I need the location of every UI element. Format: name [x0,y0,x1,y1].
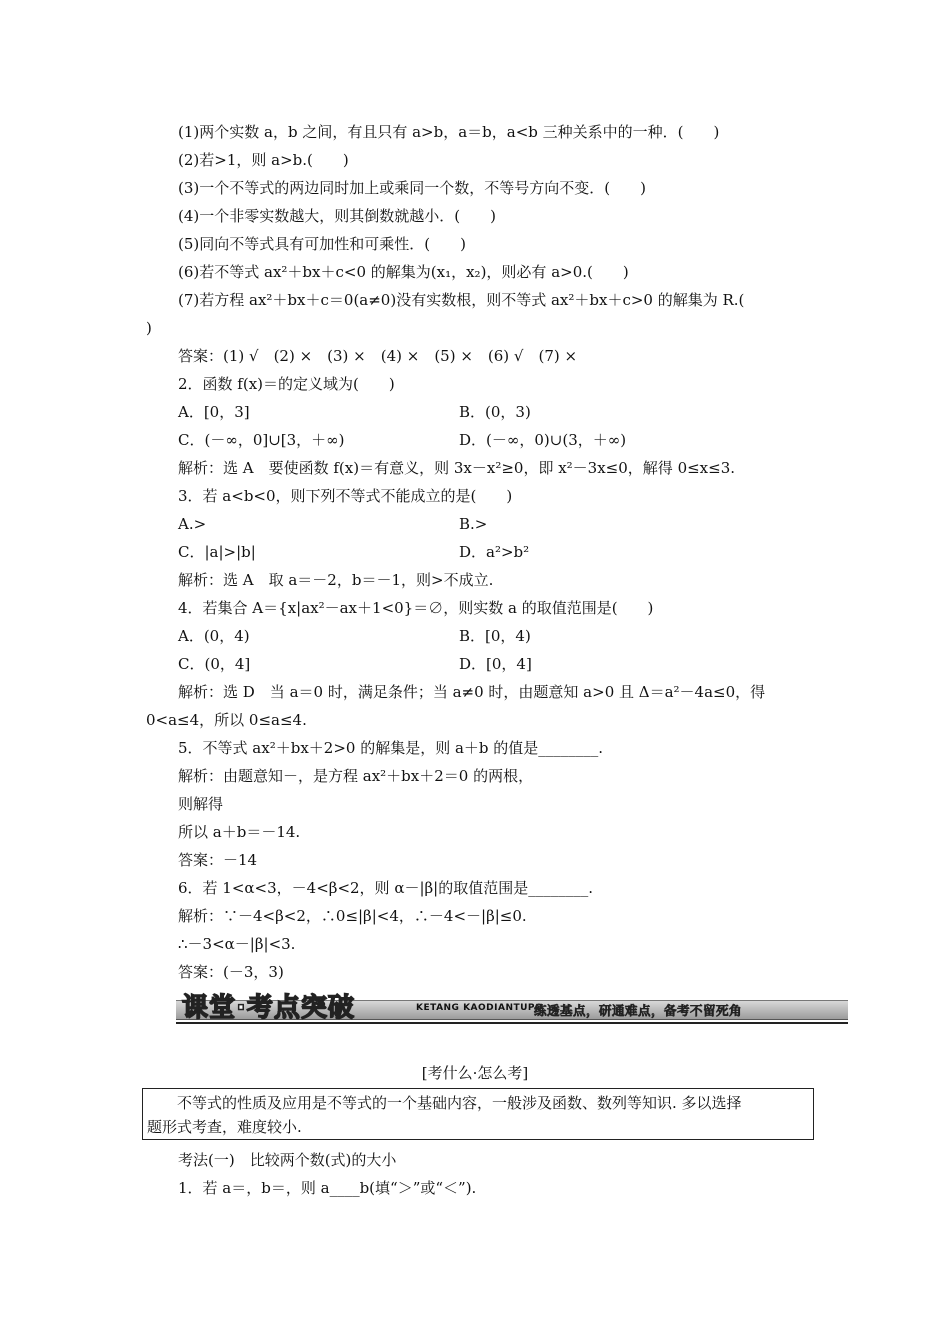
q4-solution: 解析：选 D 当 a＝0 时，满足条件；当 a≠0 时，由题意知 a>0 且 Δ＝a²－4a≤0，得 [178,683,766,701]
q2-option-c: C．(－∞，0]∪[3，＋∞) [178,431,345,449]
summary-line-2: 题形式考查，难度较小. [147,1118,302,1136]
q4-option-c: C．(0，4] [178,655,251,673]
q1-item-2: (2)若>1，则 a>b.( ) [178,151,349,169]
answer-q1: 答案：(1) √ (2) × (3) × (4) × (5) × (6) √ (7) × [178,347,578,365]
q5-answer: 答案：－14 [178,851,258,869]
q5-solution-1: 解析：由题意知－，是方程 ax²＋bx＋2＝0 的两根， [178,767,534,785]
q3-option-c: C．|a|>|b| [178,543,256,561]
q6-solution-1: 解析：∵－4<β<2，∴0≤|β|<4，∴－4<－|β|≤0. [178,907,527,925]
q4-option-a: A．(0，4) [178,627,250,645]
q3-solution: 解析：选 A 取 a＝－2，b＝－1，则>不成立. [178,571,494,589]
q1-item-6: (6)若不等式 ax²＋bx＋c<0 的解集为(x₁，x₂)，则必有 a>0.( ) [178,263,629,281]
q1-item-4: (4)一个非零实数越大，则其倒数就越小．( ) [178,207,496,225]
q2-option-b: B．(0，3) [459,403,531,421]
banner-title: 课堂·考点突破 [182,993,355,1023]
section-heading: [考什么·怎么考] [421,1064,529,1082]
q1-item-3: (3)一个不等式的两边同时加上或乘同一个数，不等号方向不变．( ) [178,179,646,197]
question-4: 4．若集合 A＝{x|ax²－ax＋1<0}＝∅，则实数 a 的取值范围是( ) [178,599,654,617]
q2-solution: 解析：选 A 要使函数 f(x)＝有意义，则 3x－x²≥0，即 x²－3x≤0，解得 0≤x≤3. [178,459,736,477]
q2-option-a: A．[0，3] [178,403,250,421]
question-2: 2．函数 f(x)＝的定义域为( ) [178,375,395,393]
q6-answer: 答案：(－3，3) [178,963,284,981]
q6-solution-2: ∴－3<α－|β|<3. [178,935,296,953]
question-3: 3．若 a<b<0，则下列不等式不能成立的是( ) [178,487,513,505]
q1-item-1: (1)两个实数 a，b 之间，有且只有 a>b，a＝b，a<b 三种关系中的一种．( ) [178,123,720,141]
banner-pinyin: KETANG KAODIANTUPO [416,1003,544,1013]
banner-slogan: 练透基点，研通难点，备考不留死角 [534,1003,743,1018]
q5-solution-2: 则解得 [178,795,224,813]
q4-option-b: B．[0，4) [459,627,531,645]
question-6: 6．若 1<α<3，－4<β<2，则 α－|β|的取值范围是________. [178,879,594,897]
q4-option-d: D．[0，4] [459,655,532,673]
q1-item-7-tail: ) [146,319,152,337]
q2-option-d: D．(－∞，0)∪(3，＋∞) [459,431,627,449]
summary-box [142,1088,814,1140]
q3-option-b: B.> [459,515,488,533]
method-question-1: 1．若 a＝，b＝，则 a____b(填“＞”或“＜”). [178,1179,477,1197]
q4-solution-cont: 0<a≤4，所以 0≤a≤4. [146,711,307,729]
method-heading: 考法(一) 比较两个数(式)的大小 [178,1151,397,1169]
q1-item-5: (5)同向不等式具有可加性和可乘性．( ) [178,235,466,253]
question-5: 5．不等式 ax²＋bx＋2>0 的解集是，则 a＋b 的值是________. [178,739,604,757]
summary-line-1: 不等式的性质及应用是不等式的一个基础内容，一般涉及函数、数列等知识. 多以选择 [177,1094,742,1112]
q3-option-a: A.> [178,515,207,533]
q5-solution-3: 所以 a＋b＝－14. [178,823,301,841]
q3-option-d: D．a²>b² [459,543,530,561]
section-banner [176,994,848,1024]
q1-item-7: (7)若方程 ax²＋bx＋c＝0(a≠0)没有实数根，则不等式 ax²＋bx＋c>0 的解集为 R.( [178,291,745,309]
